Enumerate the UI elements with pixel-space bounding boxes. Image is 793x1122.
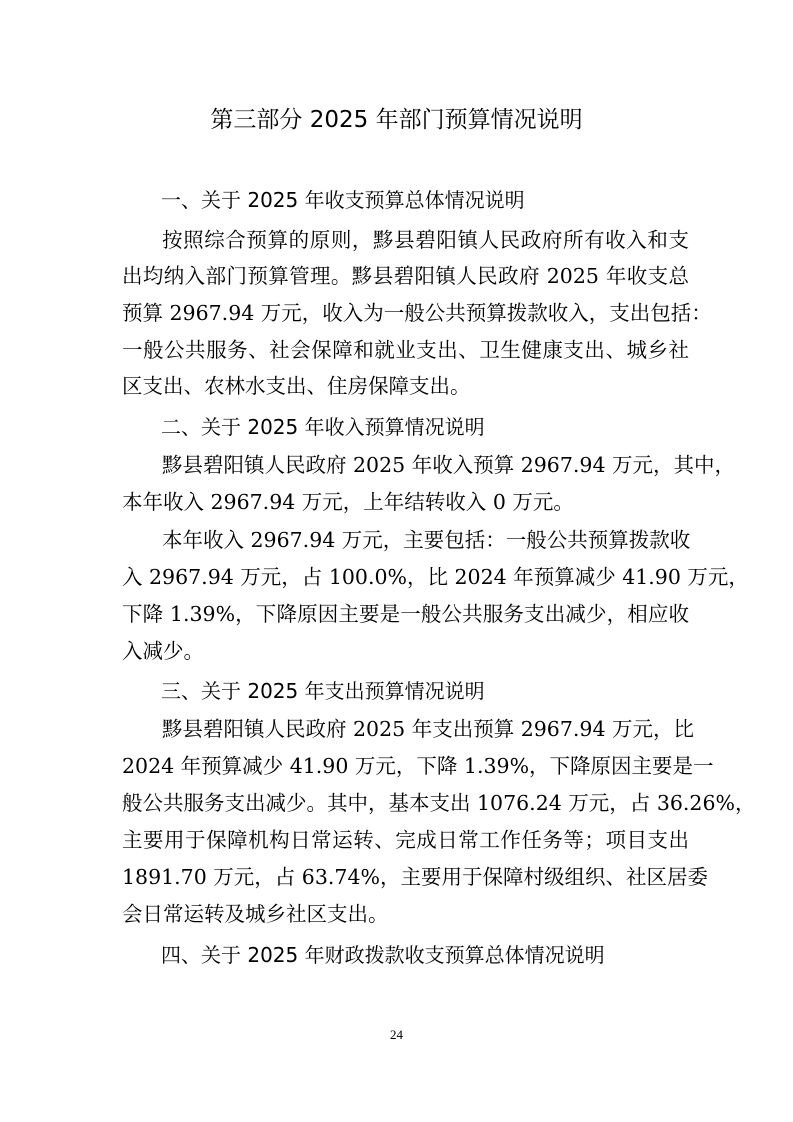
paragraph-line: 会日常运转及城乡社区支出。 — [122, 902, 389, 926]
paragraph-line: 预算 2967.94 万元，收入为一般公共预算拨款收入，支出包括： — [122, 301, 712, 325]
section-heading-1: 一、关于 2025 年收支预算总体情况说明 — [161, 188, 525, 212]
paragraph-line: 区支出、农林水支出、住房保障支出。 — [122, 374, 471, 398]
paragraph-line: 出均纳入部门预算管理。黟县碧阳镇人民政府 2025 年收支总 — [122, 264, 689, 288]
paragraph-line: 般公共服务支出减少。其中，基本支出 1076.24 万元，占 36.26%， — [122, 791, 756, 815]
paragraph-line: 2024 年预算减少 41.90 万元，下降 1.39%，下降原因主要是一 — [122, 754, 714, 778]
paragraph-line: 按照综合预算的原则，黟县碧阳镇人民政府所有收入和支 — [162, 228, 689, 252]
paragraph-line: 黟县碧阳镇人民政府 2025 年收入预算 2967.94 万元，其中， — [162, 453, 736, 477]
paragraph-line: 一般公共服务、社会保障和就业支出、卫生健康支出、城乡社 — [122, 338, 689, 362]
page-number: 24 — [390, 1027, 403, 1042]
paragraph-line: 入 2967.94 万元，占 100.0%，比 2024 年预算减少 41.90 万元， — [122, 565, 749, 589]
paragraph-line: 主要用于保障机构日常运转、完成日常工作任务等；项目支出 — [122, 828, 689, 852]
section-heading-4: 四、关于 2025 年财政拨款收支预算总体情况说明 — [161, 943, 605, 967]
paragraph-line: 下降 1.39%，下降原因主要是一般公共服务支出减少，相应收 — [122, 602, 689, 626]
section-heading-3: 三、关于 2025 年支出预算情况说明 — [161, 679, 485, 703]
page-title: 第三部分 2025 年部门预算情况说明 — [210, 107, 583, 133]
paragraph-line: 入减少。 — [122, 639, 204, 663]
paragraph-line: 本年收入 2967.94 万元，主要包括：一般公共预算拨款收 — [162, 528, 691, 552]
paragraph-line: 本年收入 2967.94 万元，上年结转收入 0 万元。 — [122, 490, 574, 514]
paragraph-line: 黟县碧阳镇人民政府 2025 年支出预算 2967.94 万元，比 — [162, 717, 695, 741]
paragraph-line: 1891.70 万元，占 63.74%，主要用于保障村级组织、社区居委 — [122, 865, 708, 889]
section-heading-2: 二、关于 2025 年收入预算情况说明 — [161, 415, 485, 439]
